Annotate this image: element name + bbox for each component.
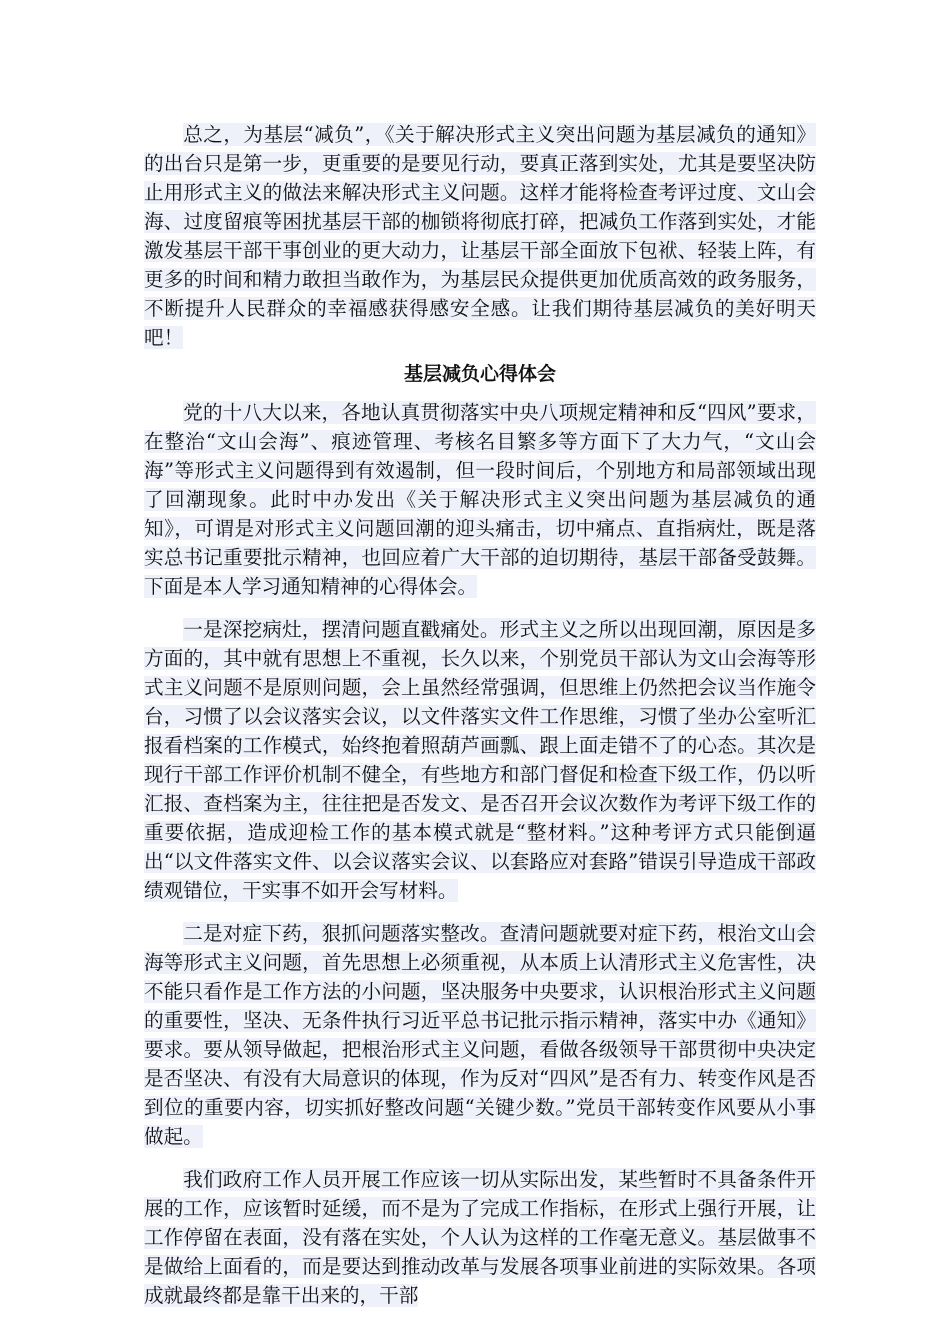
document-page [144,120,816,1310]
body-paragraph-2 [144,615,816,905]
section-title: 基层减负心得体会 [403,363,556,385]
body-paragraph-2-text: 一是深挖病灶，摆清问题直戳痛处。形式主义之所以出现回潮，原因是多方面的，其中就有思想上不重视，长久以来，个别党员干部认为文山会海等形式主义问题不是原则问题，会上虽然经常强调，但思维上仍然把会议当作施令台，习惯了以会议落实会议，以文件落实文件工作思维，习惯了坐办公室听汇报看档案的工作模式，始终抱着照葫芦画瓢、跟上面走错不了的心态。其次是现行干部工作评价机制不健全，有些地方和部门督促和检查下级工作，仍以听汇报、查档案为主，往往把是否发文、是否召开会议次数作为考评下级工作的重要依据，造成迎检工作的基本模式就是“整材料。”这种考评方式只能倒逼出“以文件落实文件、以会议落实会议、以套路应对套路”错误引导造成干部政绩观错位，干实事不如开会写材料。 [144,618,816,902]
intro-paragraph-text: 总之，为基层“减负”，《关于解决形式主义突出问题为基层减负的通知》的出台只是第一步，更重要的是要见行动，要真正落到实处，尤其是要坚决防止用形式主义的做法来解决形式主义问题。这样才能将检查考评过度、文山会海、过度留痕等困扰基层干部的枷锁将彻底打碎，把减负工作落到实处，才能激发基层干部干事创业的更大动力，让基层干部全面放下包袱、轻装上阵，有更多的时间和精力敢担当敢作为，为基层民众提供更加优质高效的政务服务，不断提升人民群众的幸福感获得感安全感。让我们期待基层减负的美好明天吧！ [144,123,816,349]
body-paragraph-1 [144,398,816,601]
body-paragraph-4 [144,1165,816,1310]
body-paragraph-4-text: 我们政府工作人员开展工作应该一切从实际出发，某些暂时不具备条件开展的工作，应该暂时延缓，而不是为了完成工作指标，在形式上强行开展，让工作停留在表面，没有落在实处，个人认为这样的工作毫无意义。基层做事不是做给上面看的，而是要达到推动改革与发展各项事业前进的实际效果。各项成就最终都是靠干出来的，干部 [144,1168,816,1307]
body-paragraph-1-text: 党的十八大以来，各地认真贯彻落实中央八项规定精神和反“四风”要求，在整治“文山会海”、痕迹管理、考核名目繁多等方面下了大力气，“文山会海”等形式主义问题得到有效遏制，但一段时间后，个别地方和局部领域出现了回潮现象。此时中办发出《关于解决形式主义突出问题为基层减负的通知》，可谓是对形式主义问题回潮的迎头痛击，切中痛点、直指病灶，既是落实总书记重要批示精神，也回应着广大干部的迫切期待，基层干部备受鼓舞。下面是本人学习通知精神的心得体会。 [144,401,816,598]
intro-paragraph [144,120,816,352]
body-paragraph-3-text: 二是对症下药，狠抓问题落实整改。查清问题就要对症下药，根治文山会海等形式主义问题，首先思想上必须重视，从本质上认清形式主义危害性，决不能只看作是工作方法的小问题，坚决服务中央要求，认识根治形式主义问题的重要性，坚决、无条件执行习近平总书记批示指示精神，落实中办《通知》要求。要从领导做起，把根治形式主义问题，看做各级领导干部贯彻中央决定是否坚决、有没有大局意识的体现，作为反对“四风”是否有力、转变作风是否到位的重要内容，切实抓好整改问题“关键少数。”党员干部转变作风要从小事做起。 [144,922,816,1148]
body-paragraph-3 [144,919,816,1151]
